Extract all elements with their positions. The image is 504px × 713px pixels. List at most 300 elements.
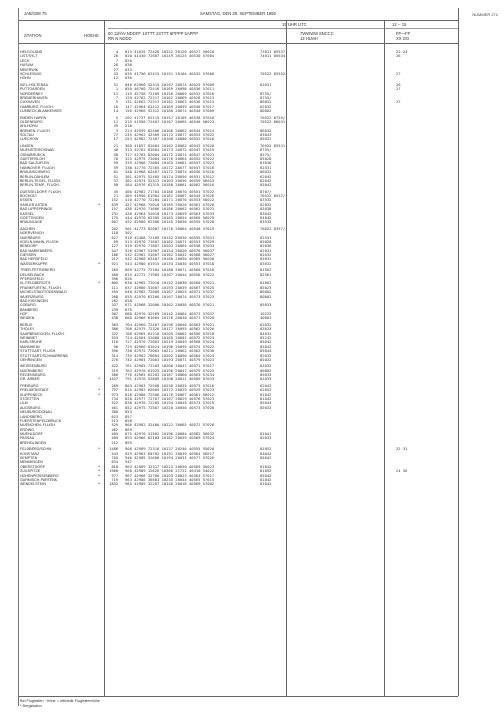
station-name: MANNHEIM xyxy=(20,344,40,349)
station-height: 231 xyxy=(111,211,118,216)
station-height: 17 xyxy=(113,137,118,142)
station-height: 239 xyxy=(111,307,118,312)
synop-code-extra: 70522 85552 xyxy=(260,70,286,76)
header-rule-mid xyxy=(108,28,458,29)
synop-code: 739 42962 70604 10202 20090 40564 57024 xyxy=(125,352,215,358)
synop-code-extra: 85042 xyxy=(260,339,272,345)
station-name: WUERZBURG xyxy=(20,294,44,299)
station-name: KARLSRUHE xyxy=(20,340,42,345)
utc-label: 15 UHR UTC xyxy=(282,22,307,27)
station-height: 1832 xyxy=(109,482,118,487)
synop-code: 763 42970 61925 10196 20047 40579 57025 xyxy=(125,367,215,373)
synop-code: 963 42989 32317 10223 20050 40569 56023 xyxy=(125,463,215,469)
divider-right xyxy=(458,8,459,696)
synop-code: 384 42976 62315 10188 20061 40562 56016 xyxy=(125,182,215,188)
station-height: 634 xyxy=(111,460,118,465)
synop-code: 020 41430 72607 10149 20125 40530 57004 xyxy=(125,53,215,59)
station-height: 43 xyxy=(113,71,118,76)
synop-code-extra: 81041 xyxy=(260,431,272,437)
station-height: 380 xyxy=(111,410,118,415)
synop-code: 626 xyxy=(125,276,132,282)
station-name: KAHLER ASTEN xyxy=(20,202,48,207)
synop-code: 452 42980 62306 10145 20036 40555 57028 xyxy=(125,219,215,225)
mountain-marker: * xyxy=(98,473,101,478)
station-height: 14 xyxy=(113,109,118,114)
station-height: 77 xyxy=(113,133,118,138)
synop-code: 405 41950 61904 10181 20067 40544 57026 xyxy=(125,193,215,199)
synop-wind-extra: 26 xyxy=(396,53,401,59)
synop-code-extra: 62052 xyxy=(260,387,272,393)
synop-code: 875 42970 51902 10196 20084 40582 56032 xyxy=(125,431,215,437)
table-row xyxy=(18,358,458,362)
hour-range: 12 -- 15 xyxy=(392,22,407,27)
synop-code: 046 62960 52315 10167 20074 40525 57009 xyxy=(125,81,215,87)
synop-code-extra: 62032 xyxy=(260,201,272,207)
station-height: 396 xyxy=(111,349,118,354)
station-name: KONSTANZ xyxy=(20,451,40,456)
synop-code-extra: 80002 xyxy=(260,289,272,295)
station-height: 3 xyxy=(115,128,118,133)
station-height: 461 xyxy=(111,405,118,410)
station-name: TRIER-PETRISBERG xyxy=(20,268,56,273)
station-height: 547 xyxy=(111,248,118,253)
synop-wind-extra: 27 xyxy=(396,70,401,76)
synop-code: 688 42966 61605 10176 20040 40577 57020 xyxy=(125,315,215,321)
synop-code-extra: 40001 xyxy=(260,315,272,321)
station-name: LIST/SYLT xyxy=(20,54,38,59)
synop-code: 325 42975 72004 10176 20064 40552 57022 xyxy=(125,156,215,161)
station-height: 45 xyxy=(113,189,118,194)
sheet-code: JAB/G88 75 xyxy=(24,11,47,16)
station-name: NORDERNEY xyxy=(20,91,43,96)
station-name: GOETTINGEN xyxy=(20,215,44,220)
station-name: BERUS xyxy=(20,322,33,327)
station-height: 7 xyxy=(115,95,118,100)
synop-code-extra: 80002 xyxy=(260,293,272,299)
station-height: 4 xyxy=(115,50,118,55)
station-name: HOF xyxy=(20,312,28,317)
station-name: AHLHORN xyxy=(20,124,38,129)
station-height: 118 xyxy=(111,231,118,236)
synop-code-extra: 62031 xyxy=(260,81,272,87)
station-height: 396 xyxy=(111,277,118,282)
station-height: 719 xyxy=(111,477,118,482)
synop-code: 729 42966 61624 10196 20095 40574 57022 xyxy=(125,343,215,349)
table-row xyxy=(18,482,458,486)
synop-code: 967 42966 32706 10193 20023 40564 57017 xyxy=(125,472,215,478)
station-name: FREUDENSTADT xyxy=(20,388,49,393)
station-height: 567 xyxy=(111,312,118,317)
synop-code-extra: 8575/ xyxy=(260,151,272,157)
station-name: GUETERSLOH xyxy=(20,157,45,161)
synop-code-extra: 85045 xyxy=(260,400,272,406)
station-height: 40 xyxy=(113,148,118,153)
synop-code-extra: 80002 xyxy=(260,367,272,373)
synop-code-extra: 62553 xyxy=(260,234,272,240)
station-name: FUERSTENFELDBRUCK xyxy=(20,418,62,423)
station-name: BERLIN-DAHLEM xyxy=(20,174,50,179)
synop-code-extra: 81062 xyxy=(260,280,272,286)
station-height: 462 xyxy=(111,427,118,432)
synop-code: 036 xyxy=(125,75,132,81)
synop-code-extra: 81042 xyxy=(260,481,272,487)
synop-code: 502 xyxy=(125,230,132,236)
synop-code-extra: 8755/ xyxy=(260,147,272,153)
synop-code: 410 42770 72204 10171 20076 40553 56022 xyxy=(125,197,215,203)
synop-code: 253 42962 72307 10168 20080 40552 57016 xyxy=(125,136,215,142)
synop-wind-extra: 27 xyxy=(396,86,401,92)
station-name: WEIDEN xyxy=(20,316,35,321)
station-name: SOLTAU xyxy=(20,133,34,138)
station-height: 623 xyxy=(111,414,118,419)
station-height: 2960 xyxy=(109,469,118,474)
station-height: 27 xyxy=(113,67,118,72)
station-height: 31 xyxy=(113,82,118,87)
station-name: BREMEN, FLUGH. xyxy=(20,128,51,133)
station-height: 21 xyxy=(113,143,118,148)
synop-code: 381 42975 52405 10174 20056 40551 57012 xyxy=(125,173,215,179)
synop-code: 129 42762 72217 10162 20069 40528 57013 xyxy=(125,94,215,100)
station-height: 480 xyxy=(111,272,118,277)
synop-code-extra: 85042 xyxy=(260,455,272,461)
synop-code: 532 42962 51607 10162 20042 40568 56027 xyxy=(125,252,215,258)
station-height: 127 xyxy=(111,244,118,249)
synop-code: 235 42962 42309 10172 20077 40553 57022 xyxy=(125,132,215,138)
synop-code: 838 42970 72205 10194 20045 40573 57019 xyxy=(125,400,215,406)
synop-code: 675 xyxy=(125,306,132,312)
synop-code: 761 42965 72203 10206 20043 40571 57017 xyxy=(125,363,215,369)
synop-code-extra: 82033 xyxy=(260,435,272,441)
table-row xyxy=(18,220,458,224)
synop-code-extra: 81042 xyxy=(260,396,272,402)
station-height: 111 xyxy=(111,285,118,290)
station-name: KASSEL xyxy=(20,211,34,216)
synop-code: 658 xyxy=(125,297,132,303)
synop-code: 742 42964 72003 10193 20071 40579 57023 xyxy=(125,356,215,362)
synop-code: 708 42975 72326 10177 20093 40562 57026 xyxy=(125,326,215,332)
synop-code: 738 42975 72003 10211 20062 40562 57030 xyxy=(125,348,215,354)
station-name: BAD HERSFELD xyxy=(20,257,48,262)
station-name: BAD KISSINGEN xyxy=(20,298,48,303)
synop-code: 908 42989 72316 10137 20246 40555 55020 xyxy=(125,446,215,452)
synop-code-extra: 85042 xyxy=(260,472,272,478)
station-height: 11 xyxy=(113,91,118,96)
synop-code: 895 xyxy=(125,439,132,445)
synop-code: 929 42963 60702 10191 20039 40584 56017 xyxy=(125,450,215,456)
synop-code-extra: 86052 xyxy=(260,99,272,105)
station-name: PASSAU xyxy=(20,436,35,441)
synop-code: 818 42980 72506 10176 20067 40561 56012 xyxy=(125,391,215,397)
synop-code: 438 42964 52010 10173 20059 40563 57033 xyxy=(125,210,215,216)
table-row xyxy=(18,76,458,80)
station-height: 409 xyxy=(111,436,118,441)
synop-code: 427 42968 72010 10165 20026 40561 57026 xyxy=(125,201,215,207)
station-height: 607 xyxy=(111,220,118,225)
station-name: MUEHLDORF xyxy=(20,432,43,437)
station-height: 12 xyxy=(113,76,118,81)
synop-code: 510 42468 72109 10152 20030 40555 57031 xyxy=(125,234,215,240)
synop-code-extra: 82032 xyxy=(260,252,272,258)
station-height: 322 xyxy=(111,331,118,336)
synop-code-extra: 8755/ xyxy=(260,90,272,96)
synop-code-extra: 85023 xyxy=(260,284,272,290)
station-name: LANDSBERG xyxy=(20,414,43,419)
synop-code: 776 42965 62203 10187 20060 40563 57034 xyxy=(125,372,215,378)
station-name: GARMISCH-PARTENK. xyxy=(20,477,59,482)
synop-code: 791 42978 52809 10100 20011 40569 57033 xyxy=(125,376,215,382)
station-name: STUTTGART/SCHNARRENB. xyxy=(20,353,69,358)
station-name: BAD SALZUFLEN xyxy=(20,161,50,166)
station-height: 116 xyxy=(111,340,118,345)
synop-code: 671 42968 32006 10162 20050 40576 57021 xyxy=(125,302,215,308)
station-name: HANNOVER, FLUGH. xyxy=(20,165,56,170)
col-group-c2: XX GG xyxy=(396,36,410,41)
station-height: 797 xyxy=(111,388,118,393)
synop-code-extra: 85042 xyxy=(260,182,272,188)
mountain-marker: * xyxy=(98,281,101,286)
synop-code-extra: 82561 xyxy=(260,271,272,277)
synop-code: 215 41950 72407 10167 20065 40540 56023 xyxy=(125,118,215,124)
synop-code-extra: 8707/ xyxy=(260,188,272,194)
synop-code: 615 42772 71905 10167 20044 40556 57022 xyxy=(125,271,215,277)
mountain-marker: * xyxy=(98,482,101,487)
report-number: NUMMER 272 xyxy=(472,12,498,17)
synop-code-extra: 62042 xyxy=(260,382,272,388)
synop-code-extra: 83023 xyxy=(260,326,272,332)
station-name: BERLIN-TEMP., FLUGH. xyxy=(20,183,60,188)
synop-wind-extra: 22 24 xyxy=(396,49,408,55)
synop-code: 893 42966 62103 10182 20059 40589 57024 xyxy=(125,435,215,441)
synop-code: 947 xyxy=(125,459,132,465)
synop-code-extra: 70522 86031 xyxy=(260,118,286,124)
synop-code-extra: 62032 xyxy=(260,321,272,327)
station-height: 265 xyxy=(111,268,118,273)
synop-code: 866 42982 32406 10222 20065 40572 57026 xyxy=(125,422,215,428)
synop-code-extra: 86032 xyxy=(260,169,272,175)
synop-code-extra: 76022 8357/ xyxy=(260,225,286,231)
synop-code: 828 42977 72707 10167 20029 40576 57023 xyxy=(125,396,215,402)
station-name: NEUBURG/DONAU xyxy=(20,410,52,415)
col-station: STATION xyxy=(24,33,42,38)
synop-code-extra: 85044 xyxy=(260,348,272,354)
synop-code-extra: 82032 xyxy=(260,352,272,358)
station-name: KIEL-HOLTENAU xyxy=(20,82,49,87)
station-name: KL.FELDBERG/TS. xyxy=(20,281,52,286)
station-name: HUSUM xyxy=(20,63,34,68)
station-height: 5 xyxy=(115,100,118,105)
synop-code: 858 xyxy=(125,417,132,423)
station-height: 438 xyxy=(111,316,118,321)
synop-code: 708 42965 62210 10205 20062 40556 57018 xyxy=(125,330,215,336)
synop-wind-extra: 26 xyxy=(396,81,401,87)
station-name: STUTTGART, FLUGH. xyxy=(20,349,57,354)
station-height: 7 xyxy=(115,58,118,63)
station-name: CUXHAVEN xyxy=(20,100,40,105)
station-name: AACHEN xyxy=(20,226,35,231)
station-height: 81 xyxy=(113,170,118,175)
synop-code-extra: 81052 xyxy=(260,446,272,452)
station-name: LINGEN xyxy=(20,143,34,148)
synop-code: 030 xyxy=(125,62,132,68)
station-height: 1437 xyxy=(109,377,118,382)
synop-code-extra: 83042 xyxy=(260,210,272,216)
station-height: 282 xyxy=(111,298,118,303)
station-name: ERDING xyxy=(20,427,34,432)
station-name: FRANKFURT/M., FLUGH. xyxy=(20,285,62,290)
synop-code-extra: 70522 8537/ xyxy=(260,193,286,199)
synop-code: 704 42960 72407 10196 20040 40563 57021 xyxy=(125,321,215,327)
synop-code: 852 42975 72507 10220 20050 40573 57020 xyxy=(125,404,215,410)
synop-code-extra: 83043 xyxy=(260,132,272,138)
col-group-c: FF—FF xyxy=(396,31,411,36)
station-name: ESSEN xyxy=(20,198,33,203)
station-height: 90 xyxy=(113,152,118,157)
synop-code-extra: 62042 xyxy=(260,177,272,183)
synop-code-extra: 85028 xyxy=(260,238,272,244)
station-name: WEISSENBURG xyxy=(20,364,47,369)
station-name: HOHN xyxy=(20,76,31,81)
synop-code: 853 xyxy=(125,409,132,415)
synop-code-extra: 82031 xyxy=(260,247,272,253)
col-group-a: 00 11hhV NDDFF 1STTT 2STTT 6PPPP 5APPP xyxy=(108,31,198,36)
synop-code: 609 42775 72104 10188 20071 40560 57016 xyxy=(125,267,215,273)
station-height: 805 xyxy=(111,281,118,286)
station-name: COBURG xyxy=(20,303,36,308)
synop-wind-extra: 22 31 xyxy=(396,446,408,452)
synop-code: 020 xyxy=(125,57,132,63)
station-name: THOLEY xyxy=(20,327,35,332)
synop-code-extra: 81042 xyxy=(260,476,272,482)
synop-code: 727 42970 72603 10219 20049 40568 57024 xyxy=(125,339,215,345)
station-name: BAD MARIENBERG xyxy=(20,248,53,253)
synop-code-extra: 85033 xyxy=(260,302,272,308)
station-name: NUERNBERG xyxy=(20,368,43,373)
synop-code: 513 42970 71607 10182 20071 40553 57029 xyxy=(125,238,215,244)
synop-code: 630 42965 72010 10152 20030 40560 57021 xyxy=(125,280,215,286)
station-name: BRENDLINGEN xyxy=(20,440,46,445)
synop-code: 305 41657 82004 10162 20062 40542 57020 xyxy=(125,142,215,148)
station-height: 202 xyxy=(111,226,118,231)
synop-code: 648 42965 72006 10167 20025 40571 57037 xyxy=(125,289,215,295)
station-name: BAMBERG xyxy=(20,307,38,312)
synop-code: 985 42989 32207 10146 20018 40569 57002 xyxy=(125,481,215,487)
station-height: 366 xyxy=(111,373,118,378)
col-group-a2: RR N NDDD xyxy=(108,36,132,41)
synop-code: 156 42966 52312 10180 20074 40540 57009 xyxy=(125,108,215,114)
station-name: EMDEN HAFEN xyxy=(20,115,47,120)
synop-code-extra: 83032 xyxy=(260,260,272,266)
synop-code: 147 42964 62412 10169 20059 40536 57017 xyxy=(125,103,215,109)
mountain-marker: * xyxy=(98,469,101,474)
station-height: 455 xyxy=(111,290,118,295)
synop-wind-extra: 24 56 xyxy=(396,468,408,474)
station-name: HAMBURG, FLUGH. xyxy=(20,104,54,109)
synop-code: 519 42970 71807 10203 20064 40558 57033 xyxy=(125,243,215,249)
station-name: KEMPTEN xyxy=(20,456,38,461)
synop-code: 724 42564 52006 10165 20001 40572 57023 xyxy=(125,335,215,340)
station-height: 21 xyxy=(113,194,118,199)
synop-code-extra: 82036 xyxy=(260,243,272,249)
synop-code-extra: 86032 xyxy=(260,127,272,133)
station-name: WEINBIET xyxy=(20,336,38,340)
table-rule-bottom xyxy=(18,696,458,697)
footnote-mountain: * Bergstation xyxy=(20,704,42,708)
station-height: 921 xyxy=(111,261,118,266)
synop-code-extra: 84042 xyxy=(260,214,272,220)
synop-code: 382 42974 52312 10163 20056 40559 56015 xyxy=(125,177,215,183)
station-height: 59 xyxy=(113,165,118,170)
synop-code: 815 42982 62605 10172 20029 40529 57023 xyxy=(125,387,215,393)
footnote-airport: Bei Flughäfen : Höhe = offizielle Flughafenhöhe xyxy=(20,699,101,703)
station-name: OSNABRUECK xyxy=(20,152,46,157)
station-name: BRAUNLAGE xyxy=(20,220,43,225)
station-height: 16 xyxy=(113,104,118,109)
station-height: 553 xyxy=(111,336,118,340)
station-name: LECK xyxy=(20,58,30,63)
synop-code-extra: 83532 xyxy=(260,197,272,203)
synop-code: 202 41757 62115 10157 20105 40538 57016 xyxy=(125,114,215,120)
station-name: OEHRINGEN xyxy=(20,357,42,362)
synop-code-extra: 81033 xyxy=(260,376,272,382)
station-height: 276 xyxy=(111,357,118,362)
synop-code-extra: 83042 xyxy=(260,450,272,456)
synop-code-extra: 83532 xyxy=(260,219,272,225)
station-height: 627 xyxy=(111,235,118,240)
synop-wind-extra: 27 xyxy=(396,99,401,105)
station-name: FREIBURG xyxy=(20,383,39,388)
station-name: ULM xyxy=(20,401,28,406)
station-height: 157 xyxy=(111,207,118,212)
synop-code: 526 42967 51907 10154 20028 40576 56037 xyxy=(125,247,215,253)
synop-code: 544 42980 61915 10133 20036 40553 57018 xyxy=(125,260,215,266)
synop-code: 338 42770 72305 10172 20077 40557 57016 xyxy=(125,164,215,170)
station-name: GR. ARBER xyxy=(20,377,40,382)
station-name: PFERDSFELD xyxy=(20,277,44,282)
synop-code: 960 45989 12626 10366 21722 40410 54022 xyxy=(125,468,215,474)
table-row xyxy=(18,183,458,187)
station-name: GIESSEN xyxy=(20,253,36,258)
station-name: REGENSBURG xyxy=(20,373,46,378)
station-height: 51 xyxy=(113,174,118,179)
station-height: 386 xyxy=(111,327,118,332)
station-name: LUEBECK-BLANKENSEE xyxy=(20,109,62,114)
synop-code: 637 42966 51607 10193 20039 40567 57025 xyxy=(125,284,215,290)
station-name: LUECHOW xyxy=(20,137,39,142)
station-height: 26 xyxy=(113,54,118,59)
synop-code: 400 42962 71704 10186 20070 40551 57022 xyxy=(125,188,215,194)
synop-code: 015 41635 72420 10152 20120 40527 56010 xyxy=(125,49,215,55)
station-height: 1486 xyxy=(109,447,118,452)
mountain-marker: * xyxy=(98,464,101,469)
mountain-marker: * xyxy=(98,202,101,207)
station-height: 268 xyxy=(111,294,118,299)
station-height: 175 xyxy=(111,215,118,220)
station-name: BRAUNSCHWEIG xyxy=(20,170,50,175)
synop-code-extra: 83038 xyxy=(260,206,272,212)
station-height: 810 xyxy=(111,464,118,469)
station-height: 734 xyxy=(111,397,118,402)
synop-code: 348 42968 62407 10172 20074 40556 57016 xyxy=(125,169,215,175)
station-name: MUENCHEN, FLUGH. xyxy=(20,423,56,428)
synop-code: 035 41756 62415 10151 20104 40532 57006 xyxy=(125,70,215,76)
synop-code-extra: 70522 8755/ xyxy=(260,114,286,120)
synop-code-extra: 81042 xyxy=(260,391,272,397)
synop-code-extra: 85032 xyxy=(260,136,272,142)
synop-code: 335 42968 72004 10165 20061 40557 57023 xyxy=(125,160,215,166)
synop-code-extra: 81562 xyxy=(260,267,272,273)
station-height: 529 xyxy=(111,423,118,428)
station-height: 319 xyxy=(111,368,118,373)
